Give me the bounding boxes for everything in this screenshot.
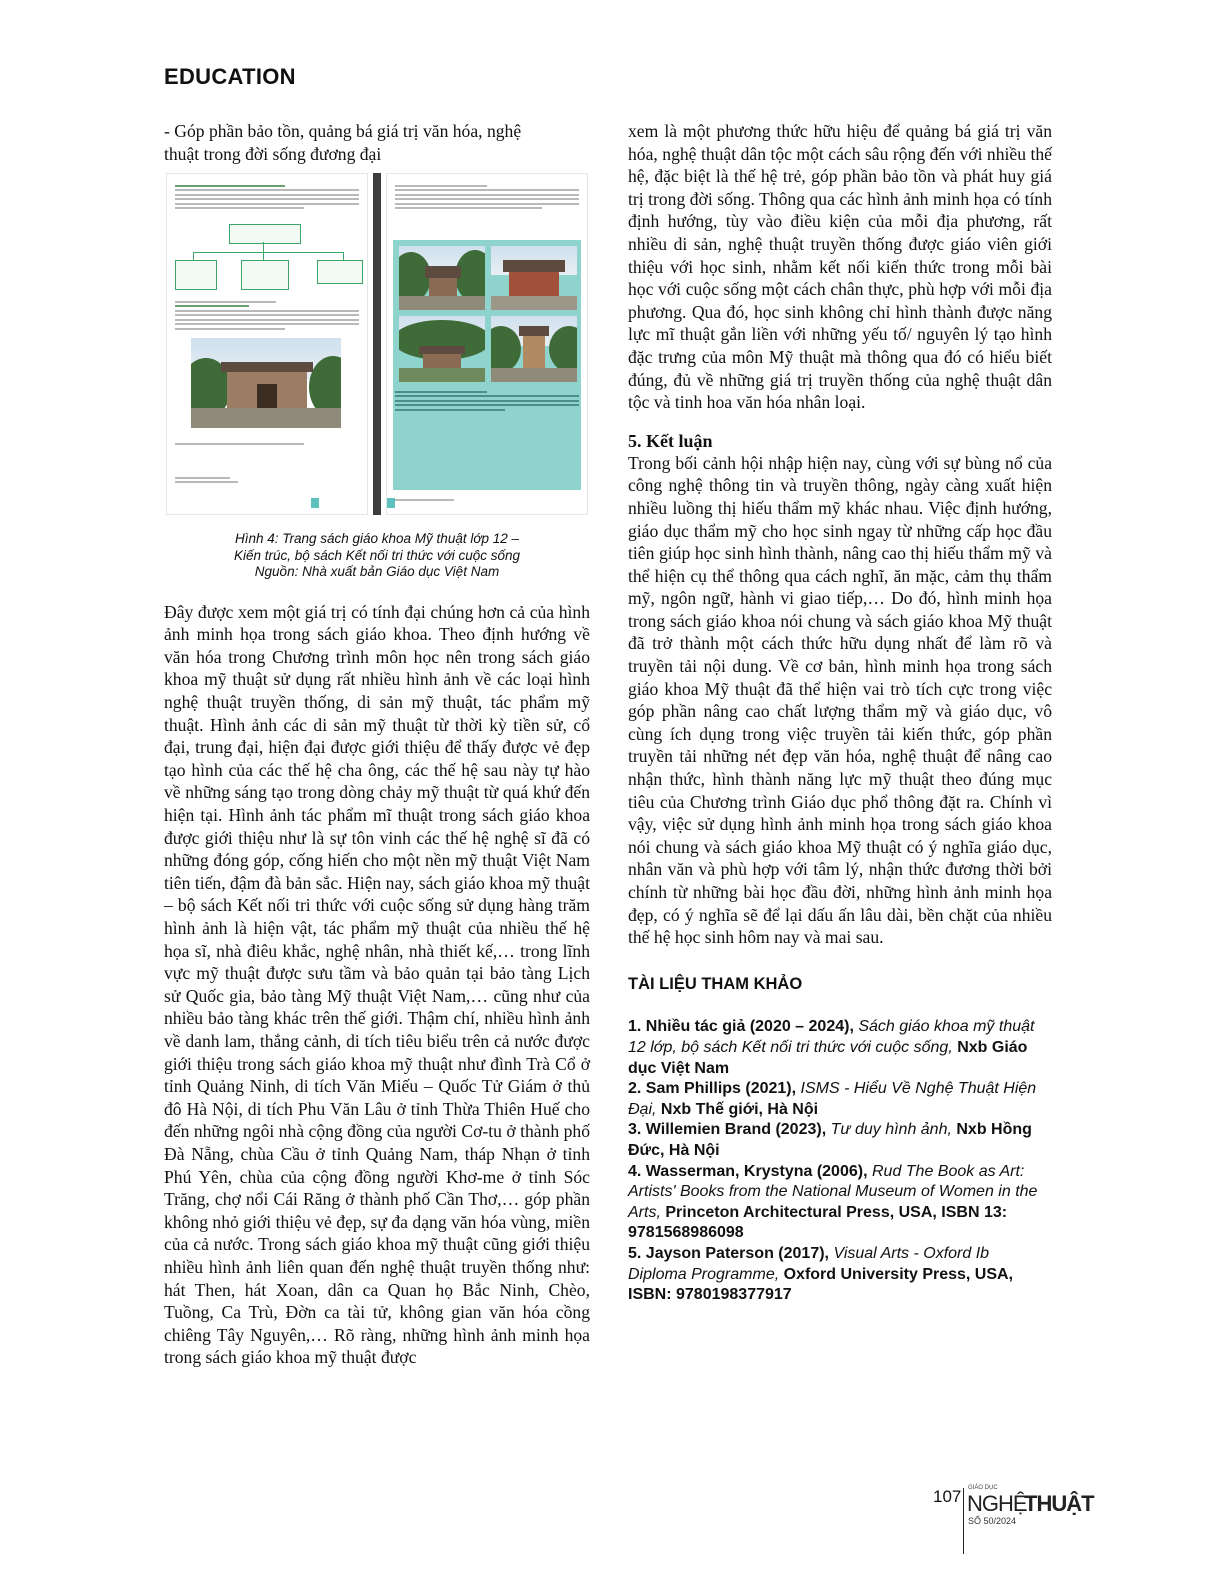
textbook-page-right: [386, 173, 588, 515]
figure-textbook-spread: [166, 173, 586, 525]
page-number: 107: [933, 1487, 962, 1506]
pagoda-photo-1: [399, 246, 485, 310]
page-text-lines: [175, 182, 359, 212]
mindmap-node-3: [317, 260, 363, 284]
mindmap-node-2: [241, 260, 289, 290]
caption-line-3: Nguồn: Nhà xuất bản Giáo dục Việt Nam: [254, 564, 500, 580]
body-paragraph: Đây được xem một giá trị có tính đại chúng hơn cả của hình ảnh minh họa trong sách giáo khoa. Theo định hướng về văn hóa trong Chương trình môn học nên trong sách giáo khoa mỹ thuật sử dụng rất nhiều hình ảnh về các loại hình nghệ thuật truyền thống, di sản mỹ thuật, tác phẩm mỹ thuật. Hình ảnh các di sản mỹ thuật từ thời kỳ tiền sử, cổ đại, trung đại, hiện đại được giới thiệu để thấy được vẻ đẹp tạo hình của các thế hệ cha ông, các thế hệ sau này tự hào về những sáng tạo trong dòng chảy mỹ thuật từ quá khứ đến hiện tại. Hình ảnh tác phẩm mĩ thuật trong sách giáo khoa được giới thiệu như là sự tôn vinh các thế hệ nghệ sĩ đã có những đóng góp, cống hiến cho một nền mỹ thuật Việt Nam tiên tiến, đậm đà bản sắc. Hiện nay, sách giáo khoa mỹ thuật – bộ sách Kết nối tri thức với cuộc sống sử dụng hàng trăm hình ảnh là hiện vật, tác phẩm mỹ thuật của nhiều thế hệ họa sĩ, nhà điêu khắc, nghệ nhân, nhà thiết kế,… trong lĩnh vực mỹ thuật được sưu tầm và bảo quản tại bảo tàng Lịch sử Quốc gia, bảo tàng Mỹ thuật Việt Nam,… cũng như của nhiều bảo tàng khác trên thế giới. Thậm chí, nhiều hình ảnh về danh lam, thắng cảnh, di tích tiêu biểu trên cả nước được giới thiệu trong sách giáo khoa mỹ thuật như đình Trà Cổ ở tỉnh Quảng Ninh, di tích Văn Miếu – Quốc Tử Giám ở thủ đô Hà Nội, di tích Phu Văn Lâu ở tỉnh Thừa Thiên Huế cho đến những ngôi nhà cộng đồng của người Cơ-tu ở thành phố Đà Nẵng, chùa Cầu ở tỉnh Quảng Nam, tháp Nhạn ở tỉnh Phú Yên, chùa của cộng đồng người Khơ-me ở tỉnh Sóc Trăng, chợ nổi Cái Răng ở thành phố Cần Thơ,… góp phần không nhỏ giới thiệu vẻ đẹp, sự đa dạng văn hóa vùng, miền của cả nước. Trong sách giáo khoa mỹ thuật cũng giới thiệu nhiều hình ảnh liên quan đến nghệ thuật truyền thống như: hát Then, hát Xoan, dân ca Quan họ Bắc Ninh, Chèo, Tuồng, Ca Trù, Đờn ca tài tử, không gian văn hóa cồng chiêng Tây Nguyên,… Rõ ràng, những hình ảnh minh họa trong sách giáo khoa mỹ thuật được: [164, 601, 590, 1368]
reference-item: 5. Jayson Paterson (2017), Visual Arts - Oxford Ib Diploma Programme, Oxford University Press, USA, ISBN: 9780198377917: [628, 1244, 1014, 1304]
pagoda-photo-2: [491, 246, 577, 310]
pagoda-photo-3: [399, 316, 485, 382]
pagoda-photo-4: [491, 316, 577, 382]
section-label: EDUCATION: [164, 64, 296, 89]
intro-line-1: - Góp phần bảo tồn, quảng bá giá trị văn hóa, nghệ: [164, 121, 522, 141]
right-column: [628, 120, 1052, 1306]
logo-small-text: GIÁO DỤC: [968, 1485, 998, 1491]
book-spine: [373, 173, 381, 515]
caption-line-1: Hình 4: Trang sách giáo khoa Mỹ thuật lớp 12 –: [234, 531, 520, 547]
conclusion-paragraph: Trong bối cảnh hội nhập hiện nay, cùng với sự bùng nổ của công nghệ thông tin và truyền thông, ngày càng xuất hiện nhiều luồng thị hiếu thẩm mỹ khác nhau. Việc định hướng, giáo dục thẩm mỹ cho học sinh ngay từ những cấp học đầu tiên giúp học sinh hình thành, nâng cao thị hiếu thẩm mỹ và thể hiện cụ thể thông qua cách nghĩ, ăn mặc, cảm thụ thẩm mỹ, ngôn ngữ, hành vi giao tiếp,… Do đó, hình minh họa trong sách giáo khoa nói chung và sách giáo khoa Mỹ thuật đã trở thành một cách thức hữu dụng nhất để làm rõ và truyền tải nội dung. Về cơ bản, hình minh họa trong sách giáo khoa Mỹ thuật đã thể hiện vai trò tích cực trong việc góp phần nâng cao chất lượng thẩm mỹ và giáo dục, vô cùng ích dụng trong việc truyền tải kiến thức, góp phần truyền tải những nét đẹp văn hóa, nghệ thuật để nâng cao nhận thức, hình thành năng lực mỹ thuật theo đúng mục tiêu của Chương trình Giáo dục phổ thông đặt ra. Chính vì vậy, việc sử dụng hình ảnh minh họa trong sách giáo khoa nói chung và sách giáo khoa Mỹ thuật có ý nghĩa giáo dục, nhân văn và phù hợp với tâm lý, nhận thức đương thời bởi chính từ những bài học đầu đời, những hình ảnh minh họa đẹp, có ý nghĩa sẽ để lại dấu ấn lâu dài, bền chặt của nhiều thế hệ học sinh hôm nay và mai sau.: [628, 452, 1052, 948]
reference-item: 3. Willemien Brand (2023), Tư duy hình ảnh, Nxb Hồng Đức, Hà Nội: [628, 1121, 1032, 1159]
magazine-logo-part1: NGHỆ: [967, 1491, 1027, 1516]
conclusion-heading: 5. Kết luận: [628, 430, 713, 451]
issue-number: SỐ 50/2024: [968, 1516, 1017, 1526]
figure-caption: [164, 531, 590, 581]
textbook-page-left: [166, 173, 368, 515]
reference-item: 2. Sam Phillips (2021), ISMS - Hiểu Về Nghệ Thuật Hiện Đại, Nxb Thế giới, Hà Nội: [628, 1080, 1037, 1118]
references-title: TÀI LIỆU THAM KHẢO: [628, 974, 803, 993]
mindmap-node-1: [175, 260, 217, 290]
intro-line-2: thuật trong đời sống đương đại: [164, 143, 382, 164]
temple-gate-photo: [191, 338, 341, 428]
left-column: [164, 120, 590, 1369]
reference-item: 1. Nhiều tác giả (2020 – 2024), Sách giáo khoa mỹ thuật 12 lớp, bộ sách Kết nối tri thức với cuộc sống, Nxb Giáo dục Việt Nam: [628, 1018, 1035, 1077]
caption-line-2: Kiến trúc, bộ sách Kết nối tri thức với cuộc sống: [233, 547, 521, 563]
magazine-logo-part2: THUẬT: [1024, 1491, 1094, 1516]
footer-divider: [963, 1488, 964, 1554]
mindmap-root: [229, 224, 301, 244]
reference-item: 4. Wasserman, Krystyna (2006), Rud The Book as Art: Artists' Books from the National Museum of Women in the Arts, Princeton Architectural Press, USA, ISBN 13: 9781568986098: [628, 1162, 1038, 1242]
continuation-paragraph: xem là một phương thức hữu hiệu để quảng bá giá trị văn hóa, nghệ thuật dân tộc một cách sâu rộng đến với nhiều thế hệ, đặc biệt là thế hệ trẻ, góp phần bảo tồn và phát huy giá trị trong đời sống. Thông qua các hình ảnh minh họa có tính định hướng, tùy vào điều kiện của mỗi địa phương, rất nhiều di sản, nghệ thuật truyền thống được giáo viên giới thiệu với học sinh, nhằm kết nối kiến thức trong mỗi bài học với cuộc sống một cách chân thực, phù hợp với mỗi địa phương. Qua đó, học sinh không chỉ hình thành được năng lực mĩ thuật gắn liền với những yếu tố/ nguyên lý tạo hình đặc trưng của môn Mỹ thuật mà thông qua đó có hiểu biết đúng, đủ về những giá trị truyền thống của nghệ thuật dân tộc và tinh hoa văn hóa nhân loại.: [628, 121, 1052, 413]
